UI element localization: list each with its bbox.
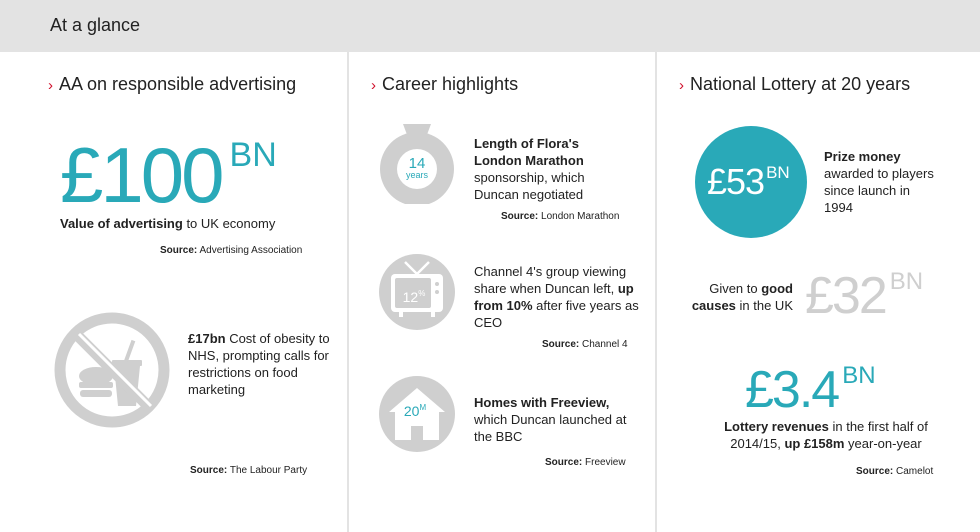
lottery-causes-text: Given to good causes in the UK [691,281,793,313]
chevron-right-icon: › [48,77,53,94]
column-career [349,52,655,532]
source-text: Source: Channel 4 [542,339,628,350]
medal-badge: 14 years [405,155,428,180]
column-heading: › National Lottery at 20 years [679,74,911,94]
column-heading: › Career highlights [371,74,519,94]
column-advertising [0,52,347,532]
column-lottery [657,52,980,532]
stat-value-3-4bn: £3.4 $^{BN}$ [745,361,876,419]
stat-description: Value of advertising to UK economy [60,216,276,231]
chevron-right-icon: › [371,77,376,94]
chevron-right-icon: › [679,77,684,94]
stat-obesity-cost: £17bn Cost of obesity to NHS, prompting calls for restrictions on food marketing [188,331,330,397]
no-junk-food-icon [52,310,172,430]
source-text: Source: Freeview [545,457,626,468]
lottery-prize-text: Prize money awarded to players since launch in 1994 [824,149,934,215]
career-item-text: Channel 4's group viewing share when Duncan left, up from 10% after five years as CEO [474,264,639,330]
stat-value-32bn: £32 $^{BN}$ [805,267,924,325]
source-text: Source: London Marathon [501,211,620,222]
career-item-text: Length of Flora's London Marathon sponsorship, which Duncan negotiated [474,136,585,202]
source-text: Source: Camelot [856,466,934,477]
top-bar [0,0,980,52]
source-text: Source: The Labour Party [190,465,308,476]
page-title: At a glance [50,15,141,35]
stat-value-100bn: £100 $^{BN}$ [60,131,277,219]
column-heading: › AA on responsible advertising [48,74,297,94]
source-text: Source: Advertising Association [160,245,303,256]
stat-value-53bn: £53 $^{BN}$ [707,161,790,202]
tv-badge: 12% [402,289,426,305]
career-item-text: Homes with Freeview, which Duncan launched at the BBC [474,395,627,444]
house-badge: $20^M$ [403,403,427,419]
lottery-revenue-text: Lottery revenues in the first half of 2014/15, up £158m year-on-year [724,419,928,451]
